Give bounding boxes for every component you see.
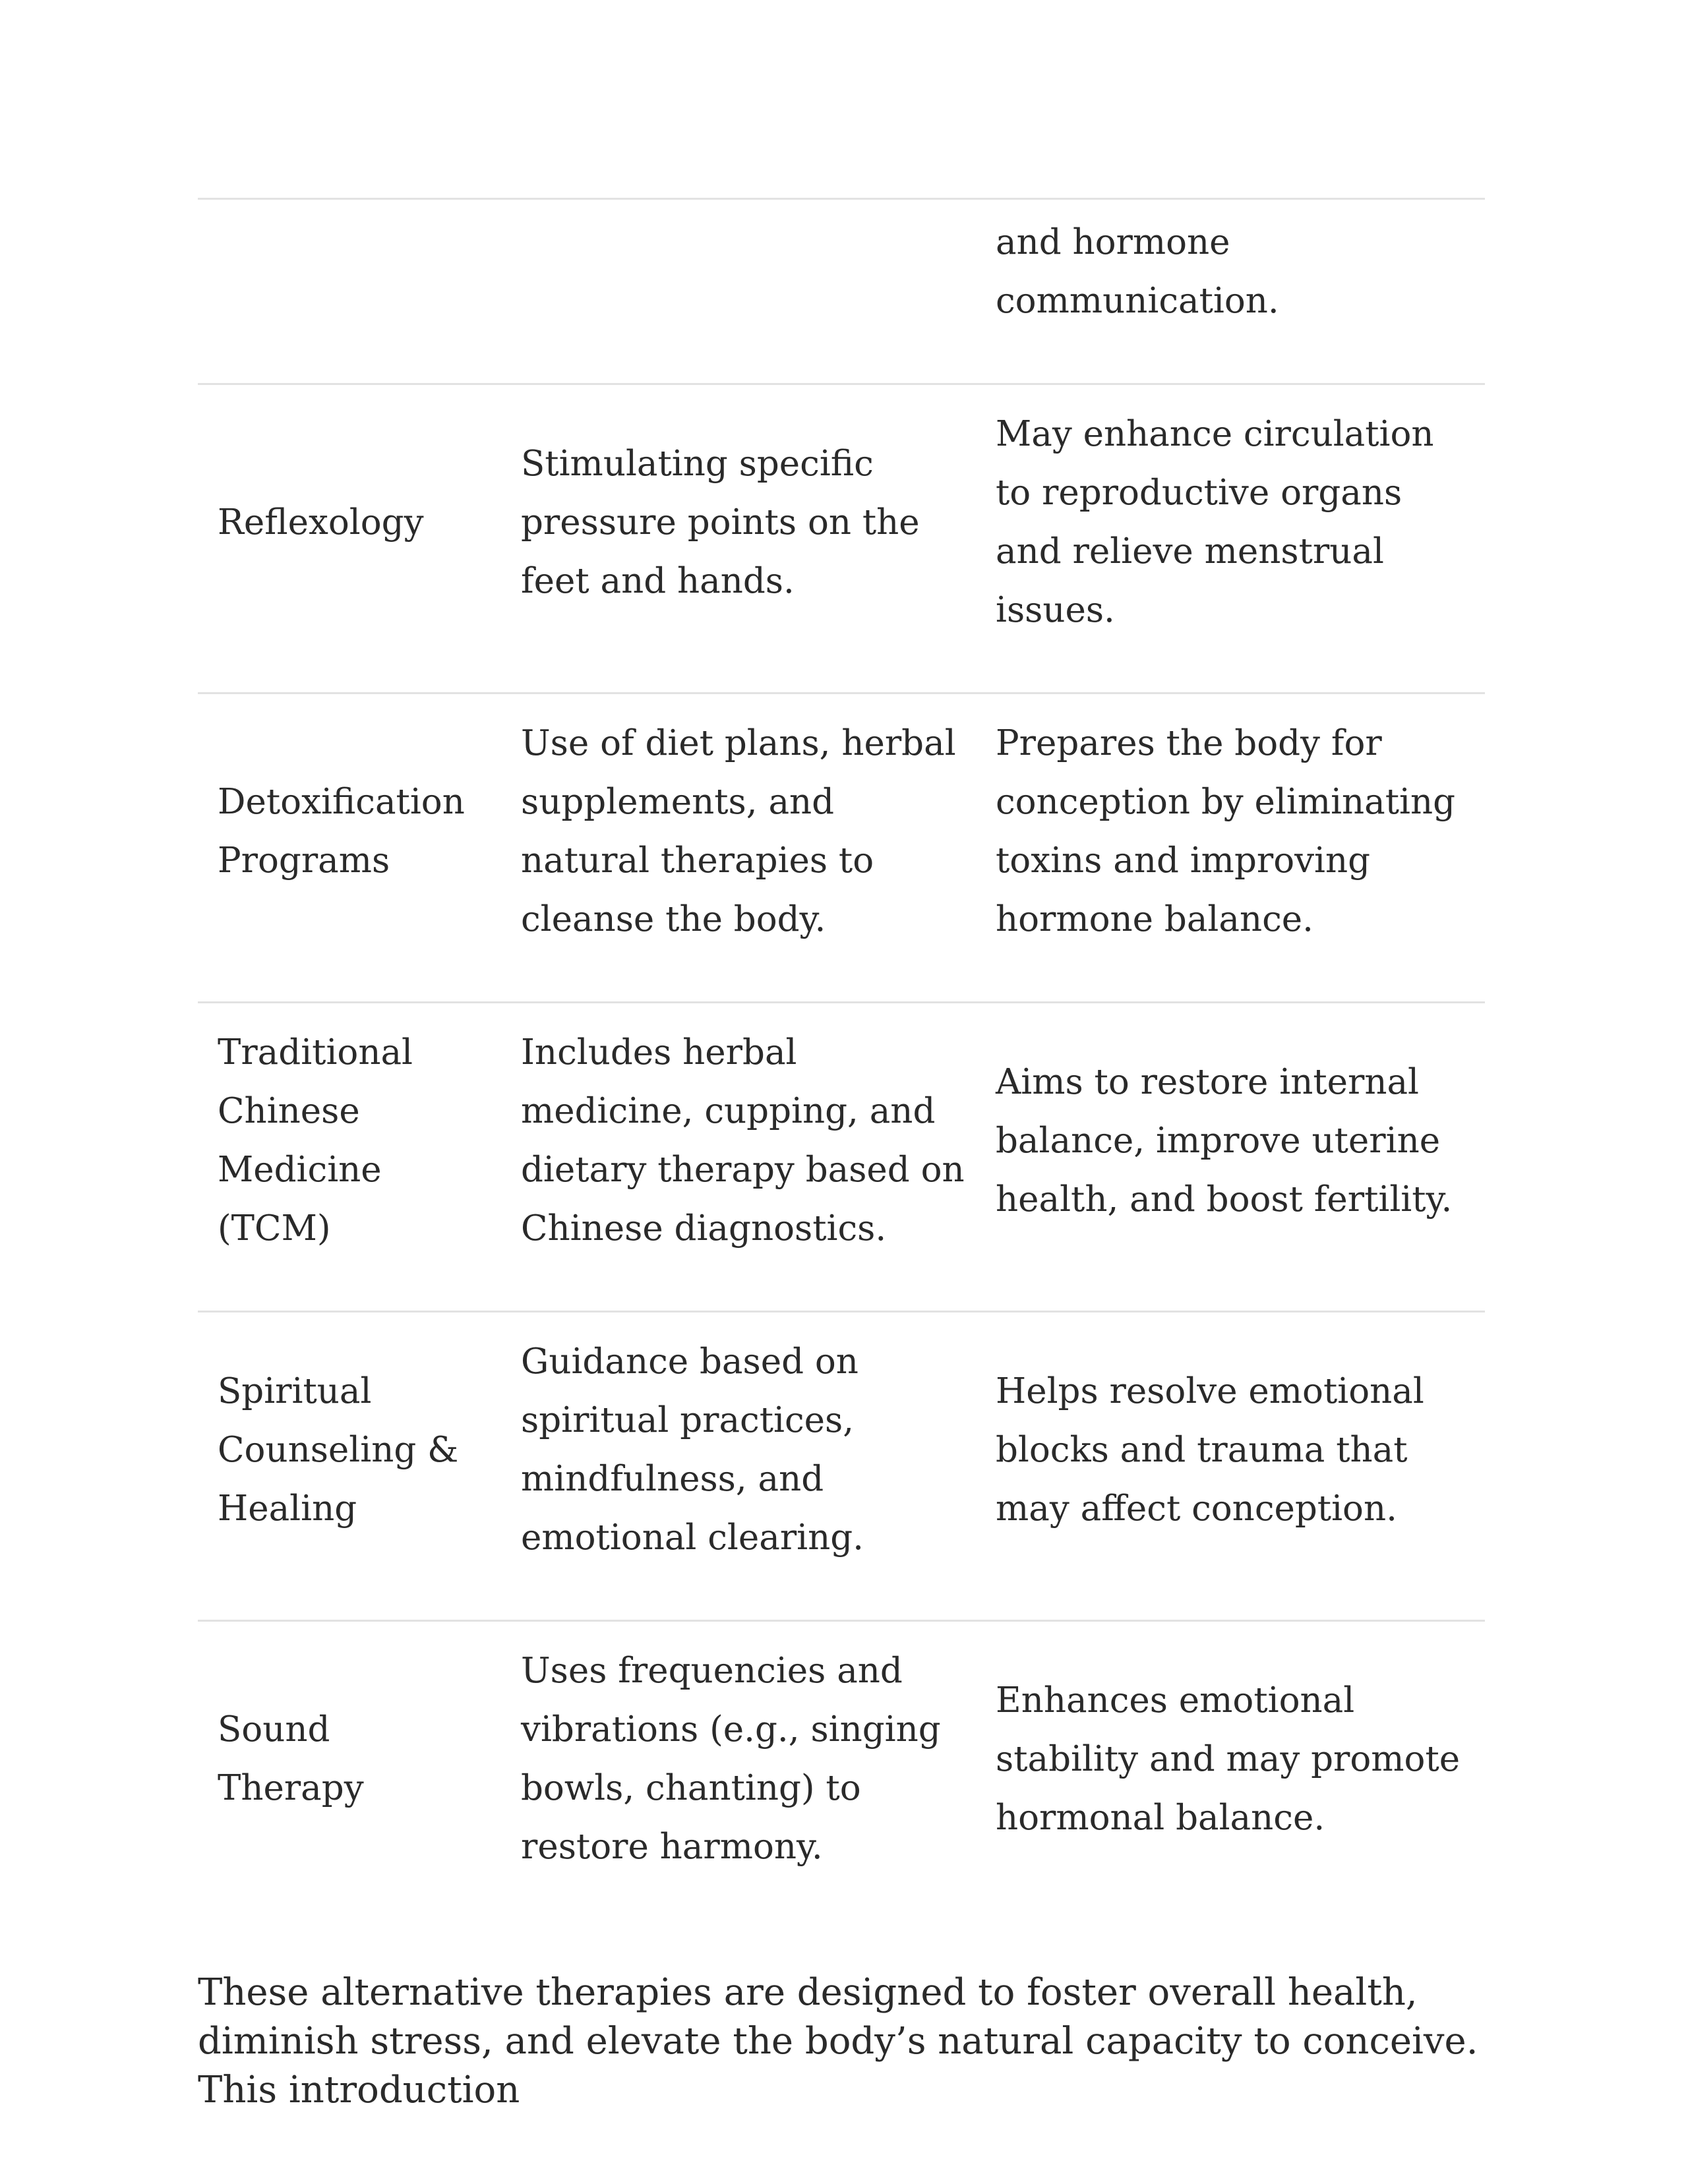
cell-benefit: and hormone communication. [976, 199, 1485, 384]
cell-method: Detoxification Programs [198, 694, 501, 1003]
cell-method: Traditional Chinese Medicine (TCM) [198, 1003, 501, 1312]
cell-benefit: Helps resolve emotional blocks and trauma that may affect conception. [976, 1312, 1485, 1621]
table-row [198, 1621, 1485, 1930]
cell-description [501, 199, 976, 384]
table-row [198, 694, 1485, 1003]
cell-description: Stimulating specific pressure points on the feet and hands. [501, 384, 976, 694]
table-row-continued [198, 199, 1485, 384]
table-row [198, 1312, 1485, 1621]
cell-benefit: Aims to restore internal balance, improve uterine health, and boost fertility. [976, 1003, 1485, 1312]
document-page [198, 198, 1485, 2115]
cell-method: Reflexology [198, 384, 501, 694]
cell-benefit: Enhances emotional stability and may promote hormonal balance. [976, 1621, 1485, 1930]
table-row [198, 384, 1485, 694]
cell-description: Guidance based on spiritual practices, mindfulness, and emotional clearing. [501, 1312, 976, 1621]
cell-benefit: May enhance circulation to reproductive organs and relieve menstrual issues. [976, 384, 1485, 694]
cell-description: Uses frequencies and vibrations (e.g., singing bowls, chanting) to restore harmony. [501, 1621, 976, 1930]
closing-paragraph: These alternative therapies are designed to foster overall health, diminish stress, and elevate the body’s natural capacity to conceive. This introduction [198, 1971, 1478, 2111]
cell-description: Use of diet plans, herbal supplements, and natural therapies to cleanse the body. [501, 694, 976, 1003]
table-row [198, 1003, 1485, 1312]
cell-method [198, 199, 501, 384]
cell-benefit: Prepares the body for conception by eliminating toxins and improving hormone balance. [976, 694, 1485, 1003]
cell-description: Includes herbal medicine, cupping, and dietary therapy based on Chinese diagnostics. [501, 1003, 976, 1312]
cell-method: Spiritual Counseling & Healing [198, 1312, 501, 1621]
cell-method: Sound Therapy [198, 1621, 501, 1930]
therapy-table [198, 198, 1485, 1929]
